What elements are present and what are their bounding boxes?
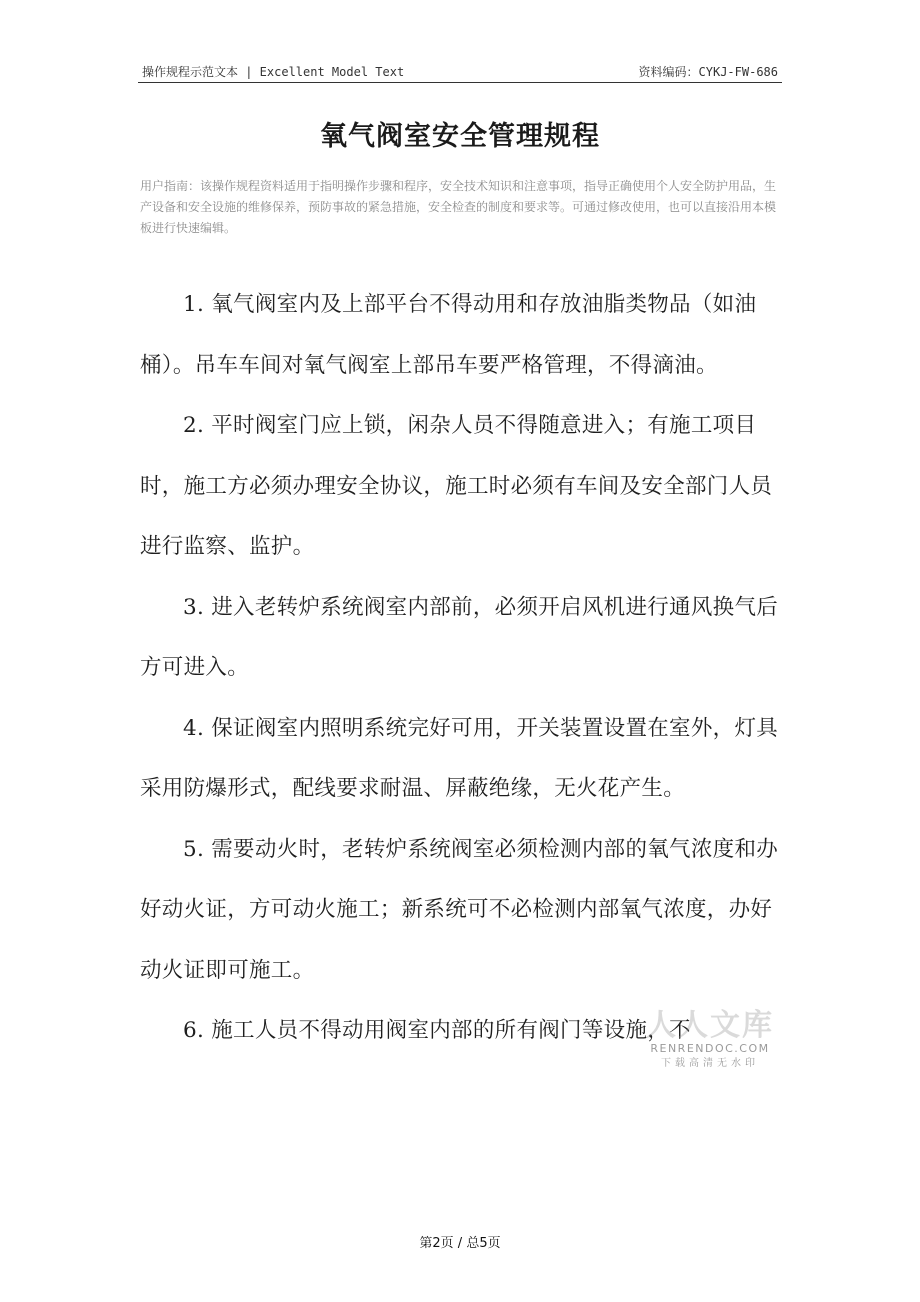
page-number: 第2页 / 总5页 [419, 1236, 501, 1251]
watermark-logo [640, 1010, 780, 1072]
watermark-site: RENRENDOC.COM [650, 1042, 770, 1055]
document-body [140, 275, 780, 1062]
watermark-slogan: 下载高清无水印 [661, 1058, 759, 1069]
user-guide-note: 用户指南：该操作规程资料适用于指明操作步骤和程序，安全技术知识和注意事项，指导正确使用个人安全防护用品，生产设备和安全设施的维修保养，预防事故的紧急措施，安全检查的制度和要求等。可通过修改使用，也可以直接沿用本模板进行快速编辑。 [140, 179, 777, 235]
page-header [138, 60, 782, 83]
header-doc-code: 资料编码：CYKJ-FW-686 [638, 65, 778, 79]
header-doc-type: 操作规程示范文本 | Excellent Model Text [142, 65, 405, 79]
rule-paragraph-3: 3. 进入老转炉系统阀室内部前，必须开启风机进行通风换气后方可进入。 [140, 594, 779, 680]
rule-paragraph-2: 2. 平时阀室门应上锁，闲杂人员不得随意进入；有施工项目时，施工方必须办理安全协议，施工时必须有车间及安全部门人员进行监察、监护。 [140, 413, 773, 559]
watermark-brand: 人人文库 [646, 1008, 774, 1043]
rule-paragraph-1: 1. 氧气阀室内及上部平台不得动用和存放油脂类物品（如油桶）。吊车车间对氧气阀室上部吊车要严格管理，不得滴油。 [140, 292, 757, 378]
rule-paragraph-5: 5. 需要动火时，老转炉系统阀室必须检测内部的氧气浓度和办好动火证，方可动火施工；新系统可不必检测内部氧气浓度，办好动火证即可施工。 [140, 836, 779, 983]
rule-paragraph-6: 6. 施工人员不得动用阀室内部的所有阀门等设施，不 [183, 1018, 691, 1043]
rule-paragraph-4: 4. 保证阀室内照明系统完好可用，开关装置设置在室外，灯具采用防爆形式，配线要求耐温、屏蔽绝缘，无火花产生。 [140, 715, 779, 801]
document-title: 氧气阀室安全管理规程 [320, 121, 600, 152]
